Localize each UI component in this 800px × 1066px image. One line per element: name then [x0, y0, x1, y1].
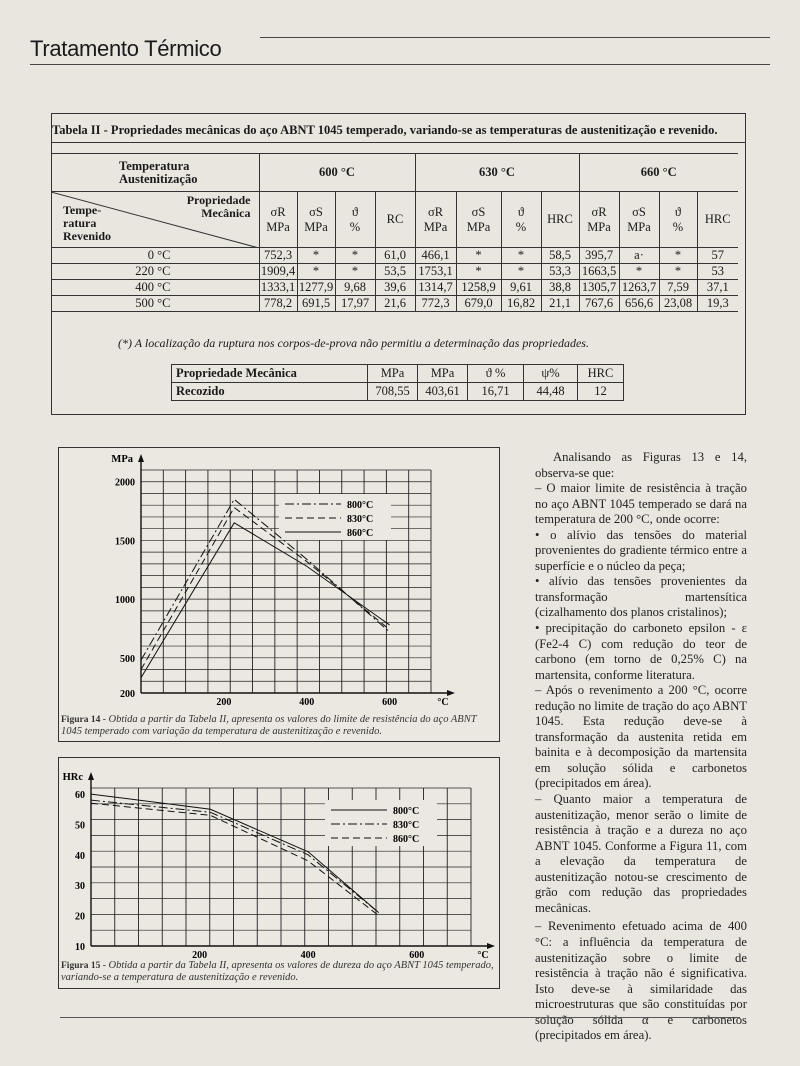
y-axis-label: HRc: [62, 772, 83, 783]
table-row: [51, 296, 738, 312]
figure15-caption: [61, 960, 497, 984]
header-rule-bottom: [30, 64, 770, 65]
figure14-chart: [59, 448, 501, 718]
table-cell: 1909,4: [260, 264, 296, 278]
table-cell: 778,2: [259, 296, 297, 312]
group-600: 600 °C: [259, 154, 415, 192]
t3-header: ψ%: [524, 365, 578, 383]
col-sym: σS: [309, 204, 323, 219]
col-unit: MPa: [627, 219, 651, 234]
legend-bg: [279, 494, 391, 540]
table-cell: *: [501, 264, 541, 280]
col-unit: MPa: [266, 219, 290, 234]
row-temp: 500 °C: [51, 296, 259, 312]
t3-cell: 403,61: [418, 383, 468, 401]
table-cell: 772,3: [415, 296, 456, 312]
table-cell: 656,6: [619, 296, 659, 312]
y-tick-label: 50: [75, 820, 85, 832]
x-tick-label: 400: [299, 697, 315, 708]
x-axis-arrow: [487, 943, 495, 949]
table-cell: 679,0: [456, 296, 501, 312]
col-sym: RC: [386, 212, 404, 226]
col-sym: ϑ: [674, 204, 682, 219]
table-cell: *: [619, 264, 659, 280]
table-row: [51, 248, 738, 264]
col-sym: HRC: [704, 212, 731, 226]
t3-header: Propriedade Mecânica: [172, 365, 368, 383]
table-cell: 767,6: [579, 296, 619, 312]
col-unit: MPa: [587, 219, 611, 234]
table-cell: 61,0: [375, 248, 415, 264]
y-tick-label: 1000: [115, 595, 135, 607]
x-tick-label: 600: [382, 697, 398, 708]
figure14-caption-label: Figura 14 -: [61, 715, 106, 725]
y-tick-label: 2000: [115, 477, 135, 489]
x-axis-arrow: [447, 690, 455, 696]
table-cell: 39,6: [375, 280, 415, 296]
paragraph: • o alívio das tensões do material provenientes do gradiente térmico entre a superfície e o núcleo da peça;: [535, 527, 747, 573]
paragraph: – Após o revenimento a 200 °C, ocorre redução no limite de tração do aço ABNT 1045. Esta redução deve-se à transformação da austenita retida em bainita e à decomposição da martensita em solução sólida e carbonetos (precipitados em área).: [535, 683, 747, 791]
t3-cell: 12: [578, 383, 624, 401]
row-temp: 220 °C: [51, 264, 259, 280]
table-cell: 9,68: [335, 280, 375, 296]
table-cell: *: [456, 248, 501, 264]
col-unit: %: [672, 219, 684, 234]
t3-cell: 44,48: [524, 383, 578, 401]
y-tick-label: 1500: [115, 536, 135, 548]
col-sym: σS: [471, 204, 486, 219]
table-cell: 58,5: [541, 248, 579, 264]
paragraph: • precipitação do carboneto epsilon - ε (Fe2-4 C) com redução do teor de carbono (em torno de 0,25% C) na martensita, conforme literatura.: [535, 621, 747, 682]
table2: [51, 153, 738, 312]
table-cell: 9,61: [501, 280, 541, 296]
table-cell: *: [659, 248, 697, 264]
table-cell: *: [456, 264, 501, 280]
paragraph: – O maior limite de resistência à tração no aço ABNT 1045 temperado se dará na temperatura de 200 °C, onde ocorre:: [535, 481, 747, 527]
col-header: [619, 192, 659, 248]
table-cell: 1753,1: [415, 264, 456, 280]
col-header: [335, 192, 375, 248]
row-temp: 400 °C: [51, 280, 259, 296]
x-tick-label: 400: [300, 950, 316, 961]
table-cell: 691,5: [297, 296, 335, 312]
table2-note: (*) A localização da ruptura nos corpos-de-prova não permitiu a determinação das propriedades.: [118, 336, 589, 350]
table-cell: 23,08: [659, 296, 697, 312]
table-cell: 17,97: [335, 296, 375, 312]
table-row: [51, 280, 738, 296]
t3-header: HRC: [578, 365, 624, 383]
y-tick-label: 60: [75, 790, 85, 802]
temp-aust-label: Temperatura Austenitização: [51, 154, 259, 192]
col-sym: σR: [591, 204, 607, 219]
legend-label: 830°C: [347, 514, 374, 525]
table-cell: 21,1: [541, 296, 579, 312]
y-tick-label: 200: [120, 689, 135, 700]
table-cell: 37,1: [697, 280, 738, 296]
t3-cell: 16,71: [468, 383, 524, 401]
table-cell: *: [335, 248, 375, 264]
table-cell: 53,5: [375, 264, 415, 280]
table-cell: 1314,7: [415, 280, 456, 296]
table-cell: *: [297, 248, 335, 264]
col-sym: HRC: [547, 212, 573, 226]
figure15-caption-text: Obtida a partir da Tabela II, apresenta os valores de dureza do aço ABNT 1045 temperado, variando-se a temperatura de austenitização e revenido.: [61, 960, 494, 983]
table-cell: 53,3: [541, 264, 579, 280]
table-cell: 1663,5: [579, 264, 619, 280]
figure14: [58, 447, 500, 742]
t3-header: MPa: [418, 365, 468, 383]
col-unit: MPa: [423, 219, 448, 234]
y-axis-arrow: [88, 772, 94, 780]
paragraph: – Quanto maior a temperatura de austenitização, menor serão o limite de resistência à tração e a dureza no aço ABNT 1045. Conforme a Figura 11, com a elevação da temperatura de austenitização notou-se crescimento de grão com redução das propriedades mecânicas.: [535, 792, 747, 915]
table-cell: 53: [697, 264, 738, 280]
group-630: 630 °C: [415, 154, 579, 192]
figure14-caption: [61, 714, 497, 738]
table2-caption: Tabela II - Propriedades mecânicas do aço ABNT 1045 temperado, variando-se as temperaturas de austenitização e revenido.: [52, 123, 718, 137]
x-axis-unit: °C: [477, 950, 489, 961]
col-header: [697, 192, 738, 248]
col-header: [375, 192, 415, 248]
body-text: [535, 450, 747, 1044]
x-axis-unit: °C: [437, 697, 449, 708]
figure15-caption-label: Figura 15 -: [61, 961, 106, 971]
col-sym: ϑ: [351, 204, 359, 219]
table-row: [51, 264, 738, 280]
table-cell: 1333,1: [260, 280, 296, 294]
col-header: [456, 192, 501, 248]
y-tick-label: 30: [75, 881, 85, 893]
table-cell: 752,3: [259, 248, 297, 264]
table-cell: 57: [697, 248, 738, 264]
col-header: [259, 192, 297, 248]
page-title: Tratamento Térmico: [30, 36, 222, 61]
x-tick-label: 200: [192, 950, 208, 961]
row-temp: 0 °C: [51, 248, 259, 264]
header-rule: [260, 37, 770, 38]
figure14-caption-text: Obtida a partir da Tabela II, apresenta os valores do limite de resistência do aço ABNT 1045 temperado com variação da temperatura de austenitização e revenido.: [61, 714, 477, 737]
table-cell: 1258,9: [456, 280, 501, 296]
footer-rule: [60, 1017, 740, 1018]
t3-header: ϑ %: [468, 365, 524, 383]
table-cell: *: [335, 264, 375, 280]
col-sym: ϑ: [517, 204, 525, 219]
diagonal-header: [51, 192, 259, 248]
table-cell: 1277,9: [298, 280, 334, 294]
figure15: [58, 757, 500, 989]
table-cell: 1305,7: [579, 280, 619, 296]
table-cell: 38,8: [541, 280, 579, 296]
paragraph: • alívio das tensões provenientes da transformação martensítica (cizalhamento dos planos cristalinos);: [535, 574, 747, 620]
table-cell: 19,3: [697, 296, 738, 312]
paragraph: Analisando as Figuras 13 e 14, observa-se que:: [535, 450, 747, 480]
table-cell: 21,6: [375, 296, 415, 312]
x-tick-label: 600: [409, 950, 425, 961]
y-tick-label: 10: [75, 942, 85, 953]
legend-label: 860°C: [393, 834, 420, 845]
figure15-chart: [59, 758, 501, 963]
table-cell: 1263,7: [619, 280, 659, 296]
col-unit: MPa: [466, 219, 491, 234]
table-cell: 466,1: [415, 248, 456, 264]
y-tick-label: 500: [120, 653, 135, 665]
col-sym: σS: [632, 204, 646, 219]
col-sym: σR: [270, 204, 286, 219]
legend-label: 800°C: [393, 806, 420, 817]
legend-label: 800°C: [347, 500, 374, 511]
legend-label: 860°C: [347, 528, 374, 539]
temp-rev-label: Tempe- ratura Revenido: [63, 203, 111, 243]
col-unit: MPa: [304, 219, 328, 234]
col-header: [297, 192, 335, 248]
group-660: 660 °C: [579, 154, 738, 192]
prop-label: Propriedade Mecânica: [186, 193, 251, 220]
table-cell: 395,7: [579, 248, 619, 264]
y-tick-label: 40: [75, 850, 85, 862]
table-cell: *: [297, 264, 335, 280]
table-cell: a·: [619, 248, 659, 264]
col-unit: %: [349, 219, 361, 234]
col-header: [579, 192, 619, 248]
series-line-860: [141, 523, 390, 678]
t3-cell: 708,55: [368, 383, 418, 401]
table3: [171, 364, 624, 401]
x-tick-label: 200: [216, 697, 232, 708]
legend-bg: [325, 800, 437, 846]
table2-caption-rule: [51, 142, 746, 143]
table-cell: *: [501, 248, 541, 264]
col-sym: σR: [427, 204, 444, 219]
col-unit: %: [515, 219, 527, 234]
table-cell: 7,59: [659, 280, 697, 296]
col-header: [659, 192, 697, 248]
col-header: [501, 192, 541, 248]
paragraph: – Revenimento efetuado acima de 400 °C: a influência da temperatura de austenitização sobre o limite de resistência à tração não é significativa. Isto deve-se à similaridade das microestruturas que são constituídas por solução sólida α e carbonetos (precipitados em área).: [535, 919, 747, 1043]
table-cell: 16,82: [501, 296, 541, 312]
table-cell: *: [659, 264, 697, 280]
legend-label: 830°C: [393, 820, 420, 831]
y-tick-label: 20: [75, 911, 85, 923]
y-axis-label: MPa: [111, 454, 133, 465]
t3-cell: Recozido: [172, 383, 368, 401]
y-axis-arrow: [138, 454, 144, 462]
col-header: [415, 192, 456, 248]
col-header: [541, 192, 579, 248]
t3-header: MPa: [368, 365, 418, 383]
